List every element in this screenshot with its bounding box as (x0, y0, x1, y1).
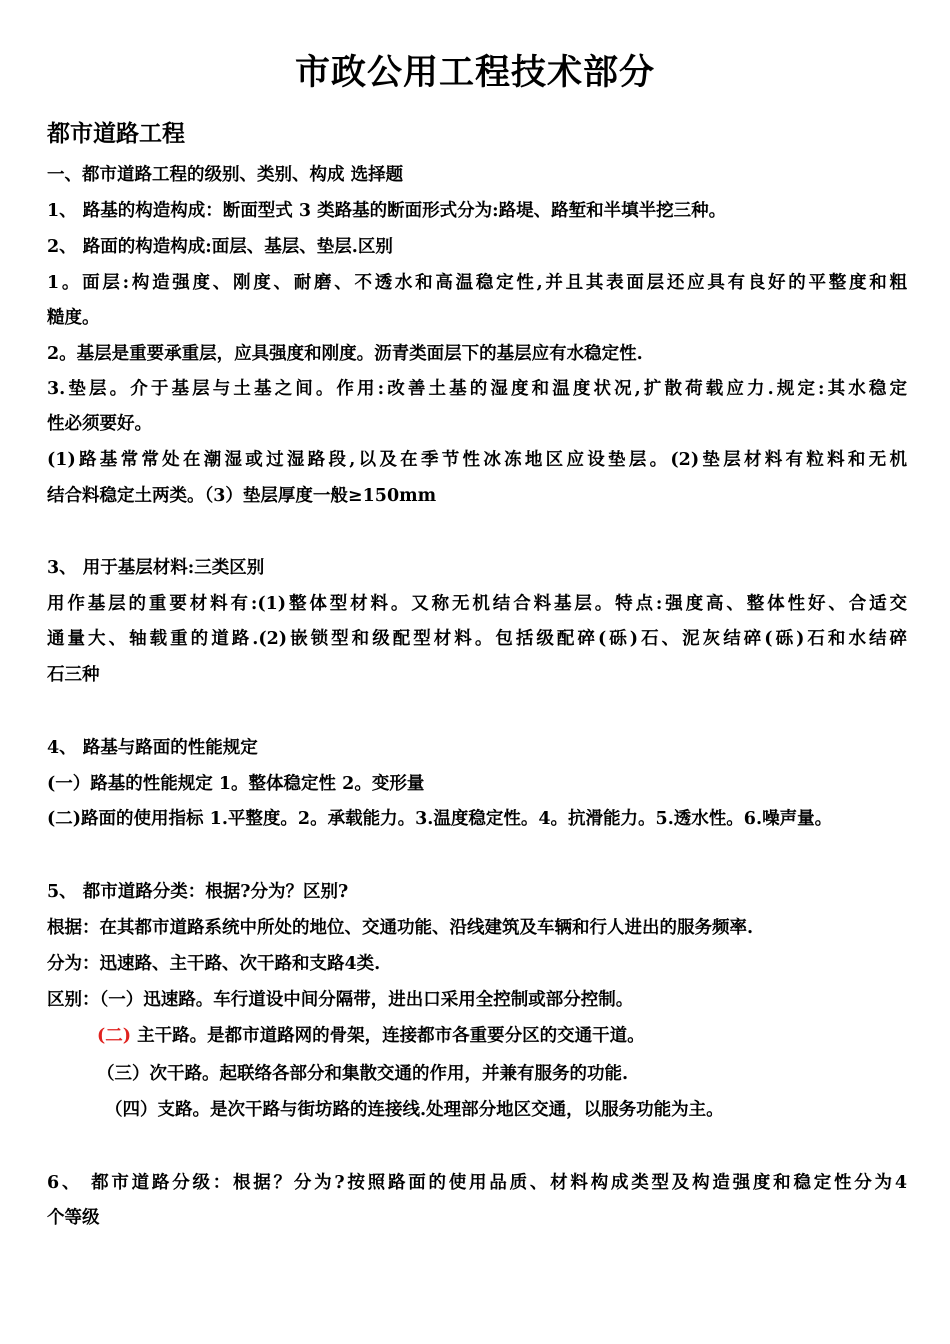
paragraph: 糙度。 (47, 308, 100, 328)
chapter-heading: 一、都市道路工程的级别、类别、构成 选择题 (47, 165, 404, 185)
page-title: 市政公用工程技术部分 (294, 53, 655, 93)
paragraph: (一）路基的性能规定 1。整体稳定性 2。变形量 (47, 774, 425, 794)
paragraph: 1、 路基的构造构成：断面型式 3 类路基的断面形式分为:路堤、路堑和半填半挖三种。 (47, 201, 727, 221)
paragraph: 性必须要好。 (47, 414, 152, 434)
paragraph (97, 1019, 907, 1053)
paragraph: 用作基层的重要材料有:(1)整体型材料。又称无机结合料基层。特点:强度高、整体性好、合适交 (47, 594, 907, 614)
paragraph: (二)路面的使用指标 1.平整度。2。承载能力。3.温度稳定性。4。抗滑能力。5.透水性。6.噪声量。 (47, 809, 833, 829)
paragraph: （四）支路。是次干路与街坊路的连接线.处理部分地区交通，以服务功能为主。 (105, 1100, 724, 1120)
paragraph: 4、 路基与路面的性能规定 (47, 738, 258, 758)
paragraph: 通量大、轴载重的道路.(2)嵌锁型和级配型材料。包括级配碎(砾)石、泥灰结碎(砾)石和水结碎 (47, 629, 907, 649)
paragraph: 3.垫层。介于基层与土基之间。作用:改善土基的湿度和温度状况,扩散荷载应力.规定:其水稳定 (47, 379, 907, 399)
paragraph: 3、 用于基层材料:三类区别 (47, 558, 265, 578)
paragraph: 结合料稳定土两类。（3）垫层厚度一般≥150mm (47, 486, 437, 506)
paragraph: (1)路基常常处在潮湿或过湿路段,以及在季节性冰冻地区应设垫层。(2)垫层材料有粒料和无机 (47, 450, 907, 470)
paragraph: 6、 都市道路分级：根据？分为?按照路面的使用品质、材料构成类型及构造强度和稳定性分为4 (47, 1173, 907, 1193)
paragraph: 根据：在其都市道路系统中所处的地位、交通功能、沿线建筑及车辆和行人进出的服务频率. (47, 918, 754, 938)
paragraph: 个等级 (47, 1208, 100, 1228)
paragraph: （三）次干路。起联络各部分和集散交通的作用，并兼有服务的功能. (97, 1064, 629, 1084)
highlight-marker: (二) (97, 1026, 132, 1046)
paragraph: 石三种 (47, 665, 100, 685)
paragraph: 分为：迅速路、主干路、次干路和支路4类. (47, 954, 381, 974)
paragraph-text: 主干路。是都市道路网的骨架，连接都市各重要分区的交通干道。 (131, 1026, 645, 1046)
paragraph: 5、 都市道路分类：根据?分为？区别? (47, 882, 349, 902)
paragraph: 2、 路面的构造构成:面层、基层、垫层.区别 (47, 237, 393, 257)
section-heading: 都市道路工程 (47, 120, 185, 147)
paragraph: 2。基层是重要承重层，应具强度和刚度。沥青类面层下的基层应有水稳定性. (47, 344, 643, 364)
paragraph: 1。面层:构造强度、刚度、耐磨、不透水和高温稳定性,并且其表面层还应具有良好的平整度和粗 (47, 273, 907, 293)
paragraph: 区别：（一）迅速路。车行道设中间分隔带，进出口采用全控制或部分控制。 (47, 990, 634, 1010)
